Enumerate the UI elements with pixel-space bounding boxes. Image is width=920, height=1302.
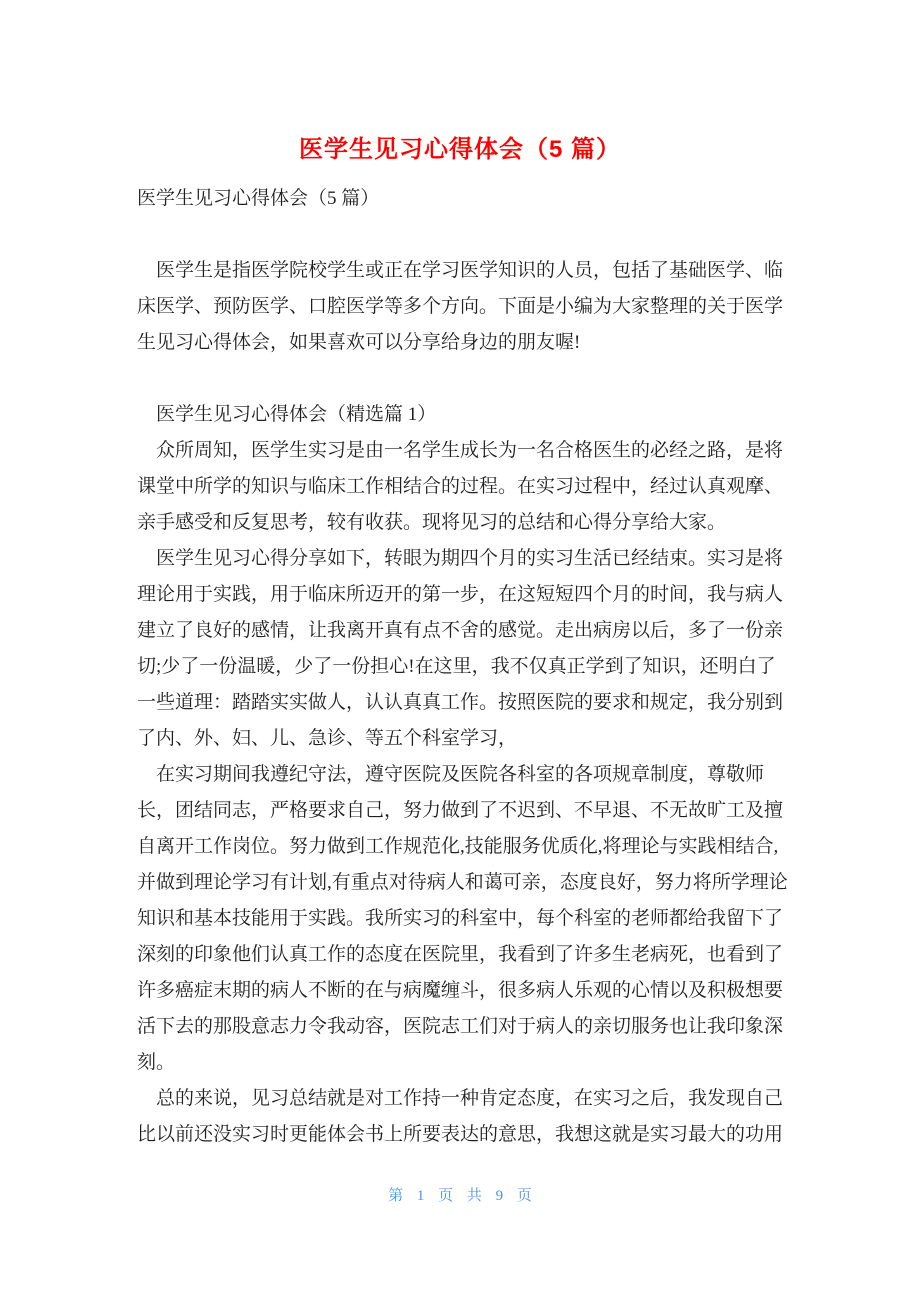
text-line: 并做到理论学习有计划,有重点对待病人和蔼可亲，态度良好，努力将所学理论 <box>137 872 788 893</box>
page-footer <box>0 1185 920 1207</box>
text-line: 床医学、预防医学、口腔医学等多个方向。下面是小编为大家整理的关于医学 <box>137 296 784 317</box>
text-line: 生见习心得体会，如果喜欢可以分享给身边的朋友喔! <box>137 332 581 353</box>
footer-label-di: 第 <box>388 1188 404 1204</box>
text-line: 知识和基本技能用于实践。我所实习的科室中，每个科室的老师都给我留下了 <box>137 908 784 929</box>
text-line: 切;少了一份温暖，少了一份担心!在这里，我不仅真正学到了知识，还明白了 <box>137 656 776 677</box>
footer-label-gong: 共 <box>466 1188 482 1204</box>
text-line: 理论用于实践，用于临床所迈开的第一步，在这短短四个月的时间，我与病人 <box>137 584 784 605</box>
text-line <box>137 217 787 253</box>
text-line: 自离开工作岗位。努力做到工作规范化,技能服务优质化,将理论与实践相结合, <box>137 836 779 857</box>
text-line: 众所周知，医学生实习是由一名学生成长为一名合格医生的必经之路，是将 <box>137 440 784 461</box>
text-line: 长，团结同志，严格要求自己，努力做到了不迟到、不早退、不无故旷工及擅 <box>137 800 784 821</box>
text-line <box>137 361 787 397</box>
footer-label-ye: 页 <box>438 1188 454 1204</box>
text-line: 亲手感受和反复思考，较有收获。现将见习的总结和心得分享给大家。 <box>137 512 727 533</box>
text-line: 一些道理：踏踏实实做人，认认真真工作。按照医院的要求和规定，我分别到 <box>137 692 784 713</box>
text-line: 在实习期间我遵纪守法，遵守医院及医院各科室的各项规章制度，尊敬师 <box>137 764 765 785</box>
text-line: 总的来说，见习总结就是对工作持一种肯定态度，在实习之后，我发现自己 <box>137 1088 784 1109</box>
text-line: 许多癌症末期的病人不断的在与病魔缠斗，很多病人乐观的心情以及积极想要 <box>137 980 784 1001</box>
footer-label-ye-2: 页 <box>516 1188 532 1204</box>
text-line: 深刻的印象他们认真工作的态度在医院里，我看到了许多生老病死，也看到了 <box>137 944 784 965</box>
footer-current-page-number: 1 <box>416 1188 425 1204</box>
text-line: 了内、外、妇、儿、急诊、等五个科室学习， <box>137 728 518 749</box>
text-line: 课堂中所学的知识与临床工作相结合的过程。在实习过程中，经过认真观摩、 <box>137 476 784 497</box>
footer-total-page-number: 9 <box>495 1188 504 1204</box>
text-line: 活下去的那股意志力令我动容，医院志工们对于病人的亲切服务也让我印象深 <box>137 1016 784 1037</box>
document-title: 医学生见习心得体会（5 篇） <box>298 136 621 163</box>
document-body <box>137 181 787 1153</box>
document-subtitle: 医学生见习心得体会（5 篇） <box>137 188 380 209</box>
text-line: 医学生见习心得分享如下，转眼为期四个月的实习生活已经结束。实习是将 <box>137 548 784 569</box>
text-line: 刻。 <box>137 1052 176 1073</box>
text-line: 比以前还没实习时更能体会书上所要表达的意思，我想这就是实习最大的功用 <box>137 1124 784 1145</box>
text-line: 建立了良好的感情，让我离开真有点不舍的感觉。走出病房以后，多了一份亲 <box>137 620 784 641</box>
text-line: 医学生是指医学院校学生或正在学习医学知识的人员，包括了基础医学、临 <box>137 260 784 281</box>
section-heading: 医学生见习心得体会（精选篇 1） <box>137 404 437 425</box>
